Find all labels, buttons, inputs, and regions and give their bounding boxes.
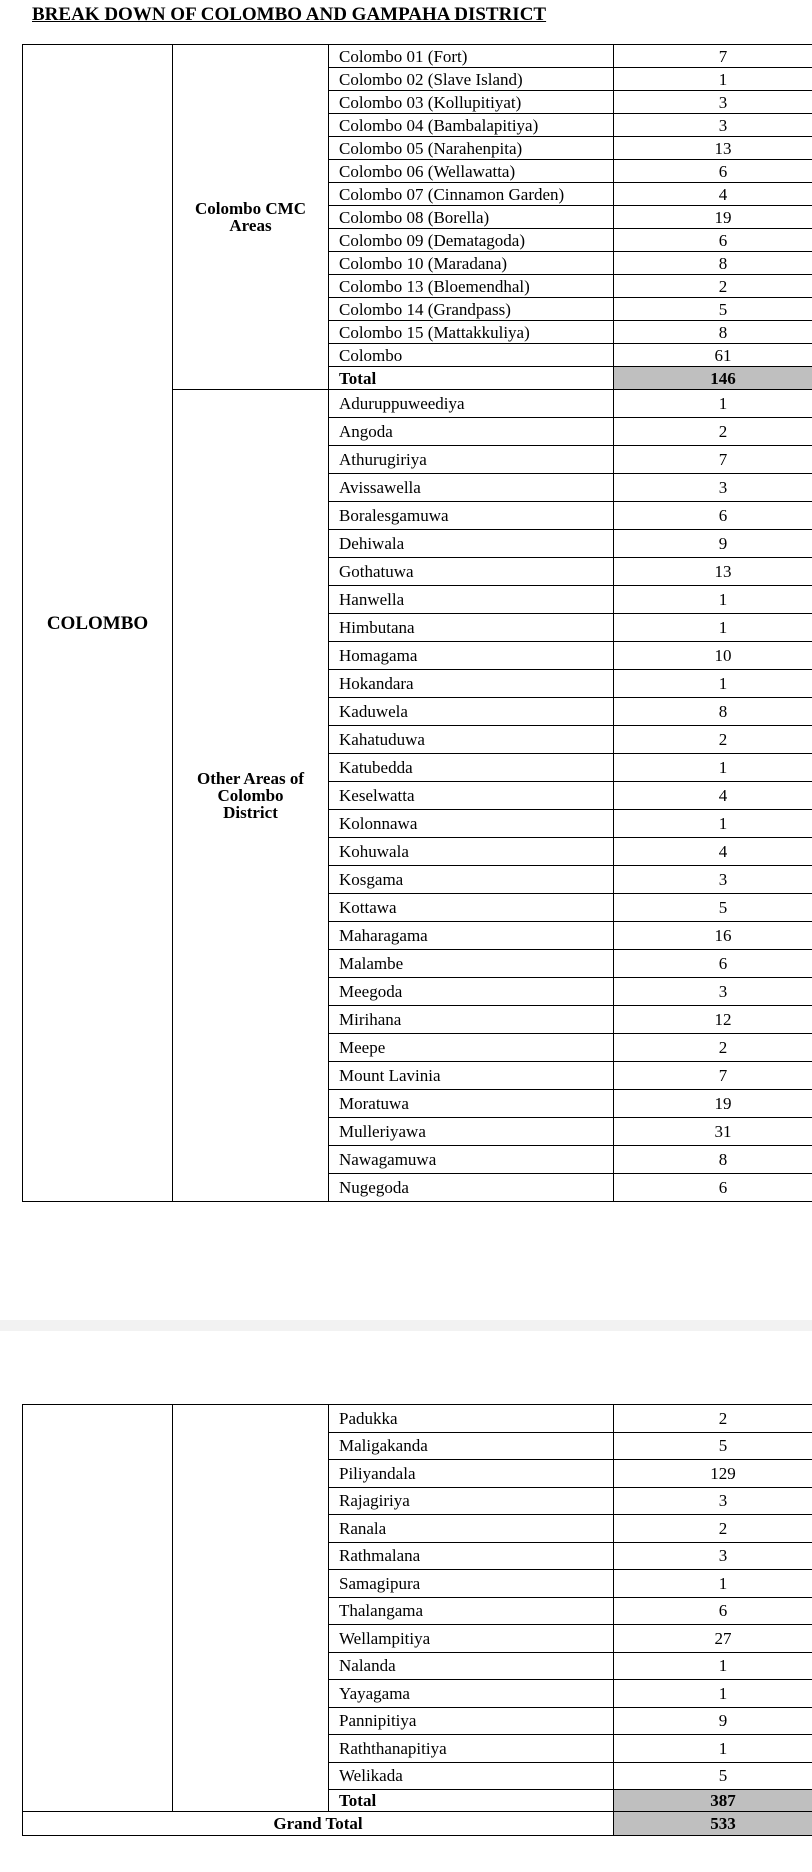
breakdown-table-page-2 (22, 1404, 812, 1836)
count-cell: 6 (614, 1174, 812, 1202)
count-cell: 10 (614, 642, 812, 670)
area-name-cell: Boralesgamuwa (329, 502, 614, 530)
count-cell: 2 (614, 1405, 812, 1433)
count-cell: 9 (614, 530, 812, 558)
area-name-cell: Mulleriyawa (329, 1118, 614, 1146)
total-value-cell: 387 (614, 1790, 812, 1812)
area-name-cell: Kaduwela (329, 698, 614, 726)
count-cell: 1 (614, 670, 812, 698)
area-name-cell: Ranala (329, 1515, 614, 1543)
count-cell: 5 (614, 1762, 812, 1790)
area-name-cell: Colombo 15 (Mattakkuliya) (329, 321, 614, 344)
total-label-cell: Total (329, 367, 614, 390)
area-name-cell: Samagipura (329, 1570, 614, 1598)
count-cell: 2 (614, 726, 812, 754)
total-label-cell: Total (329, 1790, 614, 1812)
area-name-cell: Malambe (329, 950, 614, 978)
area-name-cell: Pannipitiya (329, 1707, 614, 1735)
count-cell: 6 (614, 502, 812, 530)
count-cell: 31 (614, 1118, 812, 1146)
area-name-cell: Kosgama (329, 866, 614, 894)
group-label-line: Colombo CMC (195, 199, 306, 218)
grand-total-value: 533 (614, 1812, 812, 1836)
area-name-cell: Aduruppuweediya (329, 390, 614, 418)
district-cell (23, 45, 173, 1202)
area-name-cell: Nawagamuwa (329, 1146, 614, 1174)
area-name-cell: Kottawa (329, 894, 614, 922)
count-cell: 27 (614, 1625, 812, 1653)
count-cell: 3 (614, 866, 812, 894)
group-cell-cmc (173, 45, 329, 390)
area-name-cell: Nugegoda (329, 1174, 614, 1202)
count-cell: 1 (614, 1735, 812, 1763)
area-name-cell: Meepe (329, 1034, 614, 1062)
area-name-cell: Welikada (329, 1762, 614, 1790)
area-name-cell: Dehiwala (329, 530, 614, 558)
area-name-cell: Katubedda (329, 754, 614, 782)
grand-total-label: Grand Total (23, 1812, 614, 1836)
count-cell: 16 (614, 922, 812, 950)
count-cell: 6 (614, 950, 812, 978)
area-name-cell: Colombo 02 (Slave Island) (329, 68, 614, 91)
count-cell: 1 (614, 614, 812, 642)
grand-total-row (23, 1812, 812, 1836)
count-cell: 1 (614, 1570, 812, 1598)
area-name-cell: Avissawella (329, 474, 614, 502)
area-name-cell: Raththanapitiya (329, 1735, 614, 1763)
count-cell: 3 (614, 1542, 812, 1570)
area-name-cell: Hanwella (329, 586, 614, 614)
area-name-cell: Colombo 07 (Cinnamon Garden) (329, 183, 614, 206)
count-cell: 8 (614, 321, 812, 344)
count-cell: 12 (614, 1006, 812, 1034)
count-cell: 2 (614, 275, 812, 298)
count-cell: 13 (614, 137, 812, 160)
count-cell: 5 (614, 1432, 812, 1460)
area-name-cell: Mirihana (329, 1006, 614, 1034)
area-name-cell: Colombo 13 (Bloemendhal) (329, 275, 614, 298)
area-name-cell: Yayagama (329, 1680, 614, 1708)
area-name-cell: Colombo 09 (Dematagoda) (329, 229, 614, 252)
area-name-cell: Colombo (329, 344, 614, 367)
area-name-cell: Kahatuduwa (329, 726, 614, 754)
count-cell: 4 (614, 782, 812, 810)
count-cell: 6 (614, 160, 812, 183)
area-name-cell: Colombo 01 (Fort) (329, 45, 614, 68)
area-name-cell: Homagama (329, 642, 614, 670)
count-cell: 2 (614, 1034, 812, 1062)
count-cell: 1 (614, 586, 812, 614)
area-name-cell: Athurugiriya (329, 446, 614, 474)
area-name-cell: Meegoda (329, 978, 614, 1006)
area-name-cell: Rathmalana (329, 1542, 614, 1570)
count-cell: 1 (614, 1680, 812, 1708)
district-cell-continued (23, 1405, 173, 1812)
count-cell: 9 (614, 1707, 812, 1735)
count-cell: 3 (614, 474, 812, 502)
area-name-cell: Gothatuwa (329, 558, 614, 586)
count-cell: 7 (614, 45, 812, 68)
count-cell: 1 (614, 68, 812, 91)
group-label-line: Areas (229, 216, 272, 235)
area-name-cell: Himbutana (329, 614, 614, 642)
count-cell: 1 (614, 390, 812, 418)
count-cell: 129 (614, 1460, 812, 1488)
count-cell: 2 (614, 1515, 812, 1543)
area-name-cell: Colombo 14 (Grandpass) (329, 298, 614, 321)
area-name-cell: Colombo 08 (Borella) (329, 206, 614, 229)
count-cell: 6 (614, 229, 812, 252)
group-cell-continued (173, 1405, 329, 1812)
area-name-cell: Keselwatta (329, 782, 614, 810)
area-name-cell: Colombo 05 (Narahenpita) (329, 137, 614, 160)
count-cell: 3 (614, 978, 812, 1006)
area-name-cell: Colombo 10 (Maradana) (329, 252, 614, 275)
count-cell: 3 (614, 91, 812, 114)
area-name-cell: Angoda (329, 418, 614, 446)
area-name-cell: Hokandara (329, 670, 614, 698)
area-name-cell: Colombo 04 (Bambalapitiya) (329, 114, 614, 137)
count-cell: 3 (614, 1487, 812, 1515)
count-cell: 4 (614, 183, 812, 206)
page-separator (0, 1320, 812, 1331)
group-label-line: District (223, 803, 278, 822)
count-cell: 19 (614, 1090, 812, 1118)
area-name-cell: Kolonnawa (329, 810, 614, 838)
count-cell: 2 (614, 418, 812, 446)
district-label: COLOMBO (46, 612, 149, 634)
area-name-cell: Padukka (329, 1405, 614, 1433)
area-name-cell: Thalangama (329, 1597, 614, 1625)
count-cell: 5 (614, 298, 812, 321)
area-name-cell: Maharagama (329, 922, 614, 950)
area-name-cell: Maligakanda (329, 1432, 614, 1460)
count-cell: 5 (614, 894, 812, 922)
count-cell: 4 (614, 838, 812, 866)
count-cell: 61 (614, 344, 812, 367)
area-name-cell: Kohuwala (329, 838, 614, 866)
count-cell: 3 (614, 114, 812, 137)
count-cell: 8 (614, 1146, 812, 1174)
area-name-cell: Piliyandala (329, 1460, 614, 1488)
page-title: BREAK DOWN OF COLOMBO AND GAMPAHA DISTRICT (32, 4, 547, 25)
count-cell: 1 (614, 754, 812, 782)
area-name-cell: Mount Lavinia (329, 1062, 614, 1090)
count-cell: 7 (614, 446, 812, 474)
area-name-cell: Nalanda (329, 1652, 614, 1680)
count-cell: 13 (614, 558, 812, 586)
area-name-cell: Wellampitiya (329, 1625, 614, 1653)
group-label-line: Colombo (217, 786, 284, 805)
table-row (23, 1405, 812, 1433)
count-cell: 7 (614, 1062, 812, 1090)
count-cell: 19 (614, 206, 812, 229)
total-value-cell: 146 (614, 367, 812, 390)
area-name-cell: Colombo 06 (Wellawatta) (329, 160, 614, 183)
count-cell: 1 (614, 810, 812, 838)
count-cell: 8 (614, 698, 812, 726)
area-name-cell: Colombo 03 (Kollupitiyat) (329, 91, 614, 114)
group-label-line: Other Areas of (196, 769, 305, 788)
group-cell-other (173, 390, 329, 1202)
breakdown-table-page-1 (22, 44, 812, 1202)
area-name-cell: Rajagiriya (329, 1487, 614, 1515)
count-cell: 6 (614, 1597, 812, 1625)
count-cell: 8 (614, 252, 812, 275)
table-row (23, 45, 812, 68)
count-cell: 1 (614, 1652, 812, 1680)
area-name-cell: Moratuwa (329, 1090, 614, 1118)
